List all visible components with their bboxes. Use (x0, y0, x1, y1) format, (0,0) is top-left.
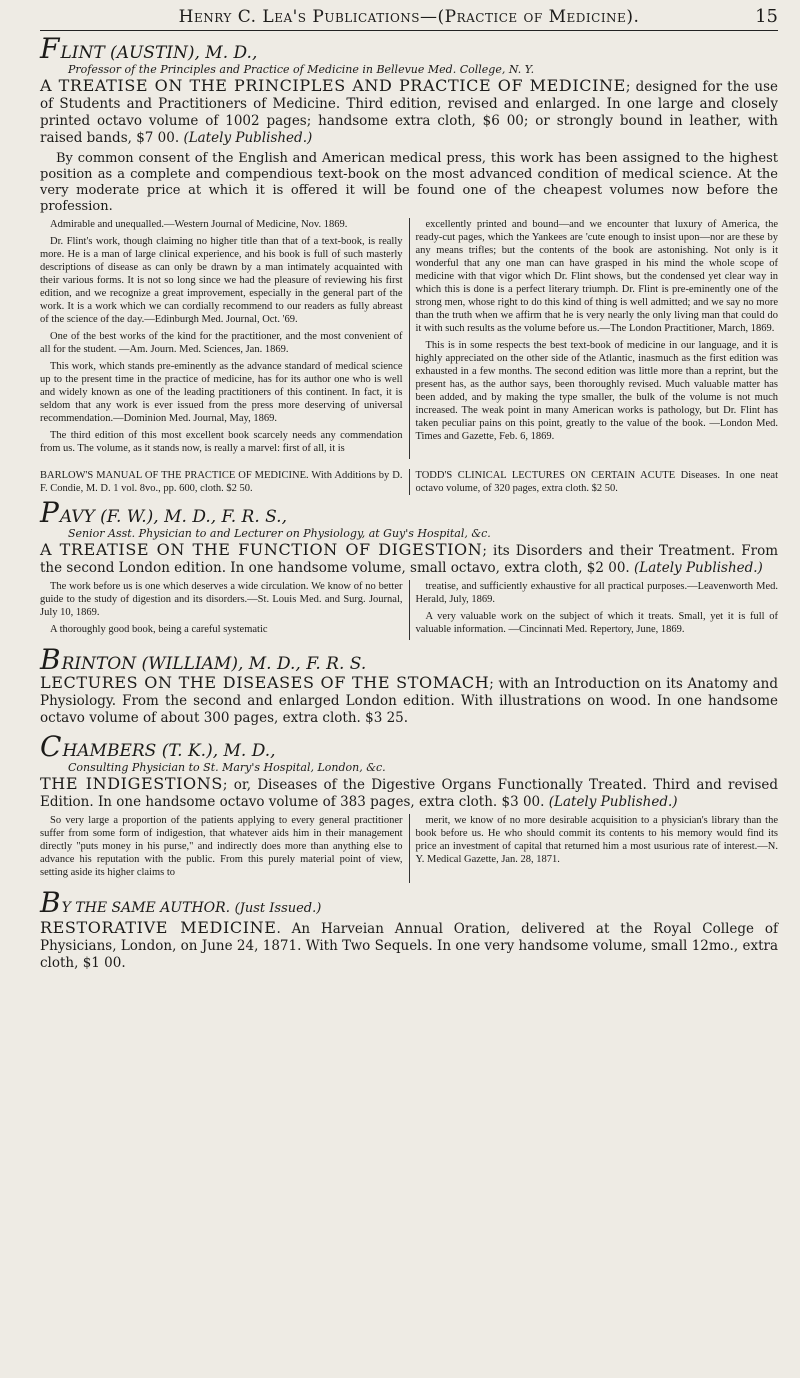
reviews-left-column (40, 814, 410, 883)
review-text: A thoroughly good book, being a careful systematic (50, 624, 268, 635)
publication-status: (Lately Published.) (634, 560, 763, 576)
running-head-title: Henry C. Lea's Publications—(Practice of Medicine). (178, 7, 640, 27)
book-description (40, 775, 778, 811)
book-details: ; with an Introduction on its Anatomy and Physiology. From the second and enlarged London edition. With illustrations on wood. In one handsome octavo volume of about 300 pages, extra cloth. $3 25. (40, 676, 778, 726)
author-heading (40, 496, 778, 529)
author-name: AVY (F. W.), M. D., F. R. S., (59, 507, 287, 527)
notice-barlow: BARLOW'S MANUAL OF THE PRACTICE OF MEDICINE. With Additions by D. F. Condie, M. D. 1 vol. 8vo., pp. 600, cloth. $2 50. (40, 469, 410, 495)
drop-cap: P (40, 496, 59, 529)
author-name: HAMBERS (T. K.), M. D., (62, 741, 276, 761)
publication-status: (Lately Published.) (183, 130, 313, 146)
drop-cap: B (40, 886, 61, 919)
author-name: LINT (AUSTIN), M. D., (60, 43, 258, 63)
notice-todd: TODD'S CLINICAL LECTURES ON CERTAIN ACUTE Diseases. In one neat octavo volume, of 320 pages, extra cloth. $2 50. (415, 470, 778, 494)
review-text: Dr. Flint's work, though claiming no higher title than that of a text-book, is really more. He is a man of large clinical experience, and his book is full of such masterly descriptions of disease as can only be drawn by a man intimately acquainted with their various forms. It is not so long since we had the pleasure of reviewing his first edition, and we recognize a great improvement, especially in the general part of the work. It is a work which we can cordially recommend to our readers as fully abreast of the science of the day.—Edinburgh Med. Journal, Oct. '69. (40, 236, 403, 325)
drop-cap: B (40, 643, 61, 676)
review-text: treatise, and sufficiently exhaustive for all practical purposes.—Leavenworth Med. Herald, July, 1869. (415, 581, 778, 605)
review-text: One of the best works of the kind for the practitioner, and the most convenient of all for the student. —Am. Journ. Med. Sciences, Jan. 1869. (40, 331, 403, 355)
reviews (40, 218, 778, 459)
author-heading (40, 32, 778, 65)
entry-flint (40, 32, 778, 459)
author-name: Y THE SAME AUTHOR. (61, 900, 231, 916)
drop-cap: F (40, 32, 60, 65)
review-text: This is in some respects the best text-book of medicine in our language, and it is highly appreciated on the other side of the Atlantic, inasmuch as the first edition was exhausted in a few months. The second edition was little more than a reprint, but the present has, as the author says, been thoroughly revised. Much valuable matter has been added, and by making the type smaller, the bulk of the volume is not much increased. The weak point in many American works is pathology, but Dr. Flint has taken peculiar pains on this point, greatly to the value of the book. —London Med. Times and Gazette, Feb. 6, 1869. (415, 340, 778, 442)
book-details: ; its Disorders and their Treatment. From the second London edition. In one handsome volume, small octavo, extra cloth, $2 00. (40, 543, 779, 576)
review-text: So very large a proportion of the patients applying to every general practitioner suffer from some form of indigestion, that whatever aids him in their management directly "puts money in his purse," and indirectly does more than anything else to advance his reputation with the public. From this purely material point of view, setting aside its higher claims to (40, 815, 403, 878)
reviews-left-column (40, 580, 410, 640)
author-heading (40, 643, 778, 676)
review-text: merit, we know of no more desirable acquisition to a physician's library than the book before us. He who should commit its contents to his memory would find its price an investment of capital that returned him a most usurious rate of interest.—N. Y. Medical Gazette, Jan. 28, 1871. (415, 815, 778, 865)
entry-chambers (40, 730, 779, 883)
entry-pavy (40, 496, 779, 640)
book-description (40, 674, 778, 727)
running-head (40, 6, 778, 31)
review-text: The work before us is one which deserves a wide circulation. We know of no better guide to the study of digestion and its disorders.—St. Louis Med. and Surg. Journal, July 10, 1869. (40, 581, 403, 618)
author-position: Professor of the Principles and Practice of Medicine in Bellevue Med. College, N. Y. (68, 63, 535, 76)
review-text: This work, which stands pre-eminently as the advance standard of medical science up to the present time in the practice of medicine, has for its author one who is well and widely known as one of the leading practitioners of this continent. In fact, it is seldom that any work is ever issued from the press more deserving of universal recommendation.—Dominion Med. Journal, May, 1869. (40, 361, 403, 424)
book-title: RESTORATIVE MEDICINE (40, 918, 277, 937)
book-details: ; designed for the use of Students and Practitioners of Medicine. Third edition, revised and enlarged. In one large and closely printed octavo volume of 1002 pages; handsome extra cloth, $6 00; or strongly bound in leather, with raised bands, $7 00. (40, 79, 778, 146)
author-position: Senior Asst. Physician to and Lecturer on Physiology, at Guy's Hospital, &c. (68, 527, 491, 540)
reviews-right-column (410, 814, 779, 883)
review-text: excellently printed and bound—and we encounter that luxury of America, the ready-cut pages, which the Yankees are 'cute enough to insist upon—nor are these by any means trifles; but the contents of the book are astonishing. Not only is it wonderful that any one man can have grasped in his mind the whole scope of medicine with that vigor which Dr. Flint shows, but the condensed yet clear way in which this is done is a perfect literary triumph. Dr. Flint is pre-eminently one of the strong men, whose right to do this kind of thing is well admitted; and we say no more than the truth when we affirm that he is very nearly the only living man that could do it with such results as the volume before us.—The London Practitioner, March, 1869. (415, 219, 778, 334)
review-text: Admirable and unequalled.—Western Journal of Medicine, Nov. 1869. (50, 219, 348, 230)
reviews (40, 814, 778, 883)
entry-restorative-medicine (40, 886, 778, 972)
publication-status: (Just Issued.) (234, 901, 322, 916)
author-name: RINTON (WILLIAM), M. D., F. R. S. (61, 654, 367, 674)
reviews-left-column (40, 218, 410, 459)
book-description (40, 541, 778, 577)
book-description (40, 919, 778, 972)
author-heading (40, 730, 778, 763)
entry-brinton (40, 643, 778, 727)
intro-paragraph: By common consent of the English and American medical press, this work has been assigned to the highest position as a complete and compendious text-book on the most advanced condition of medical science. At the very moderate price at which it is offered it will be found one of the cheapest volumes now before the profession. (40, 151, 778, 214)
book-title: LECTURES ON THE DISEASES OF THE STOMACH (40, 673, 490, 692)
author-heading (40, 886, 778, 919)
reviews-right-column (410, 580, 779, 640)
page-number: 15 (755, 6, 778, 27)
author-position: Consulting Physician to St. Mary's Hospital, London, &c. (68, 761, 386, 774)
book-title: THE INDIGESTIONS (40, 774, 223, 793)
drop-cap: C (40, 730, 62, 763)
reviews (40, 580, 778, 640)
reviews-right-column (410, 218, 779, 459)
review-text: The third edition of this most excellent book scarcely needs any commendation from us. The volume, as it stands now, is really a marvel: first of all, it is (40, 430, 403, 454)
book-title: A TREATISE ON THE PRINCIPLES AND PRACTICE OF MEDICINE (40, 76, 626, 95)
book-title: A TREATISE ON THE FUNCTION OF DIGESTION (40, 540, 483, 559)
minor-notices (40, 469, 778, 495)
review-text: A very valuable work on the subject of which it treats. Small, yet it is full of valuable information. —Cincinnati Med. Repertory, June, 1869. (415, 611, 778, 635)
book-details: . An Harveian Annual Oration, delivered at the Royal College of Physicians, London, on June 24, 1871. With Two Sequels. In one very handsome volume, small 12mo., extra cloth, $1 00. (40, 921, 778, 971)
publication-status: (Lately Published.) (548, 794, 678, 810)
book-description (40, 77, 778, 147)
book-details: ; or, Diseases of the Digestive Organs Functionally Treated. Third and revised Edition. In one handsome octavo volume of 383 pages, extra cloth. $3 00. (40, 777, 779, 810)
